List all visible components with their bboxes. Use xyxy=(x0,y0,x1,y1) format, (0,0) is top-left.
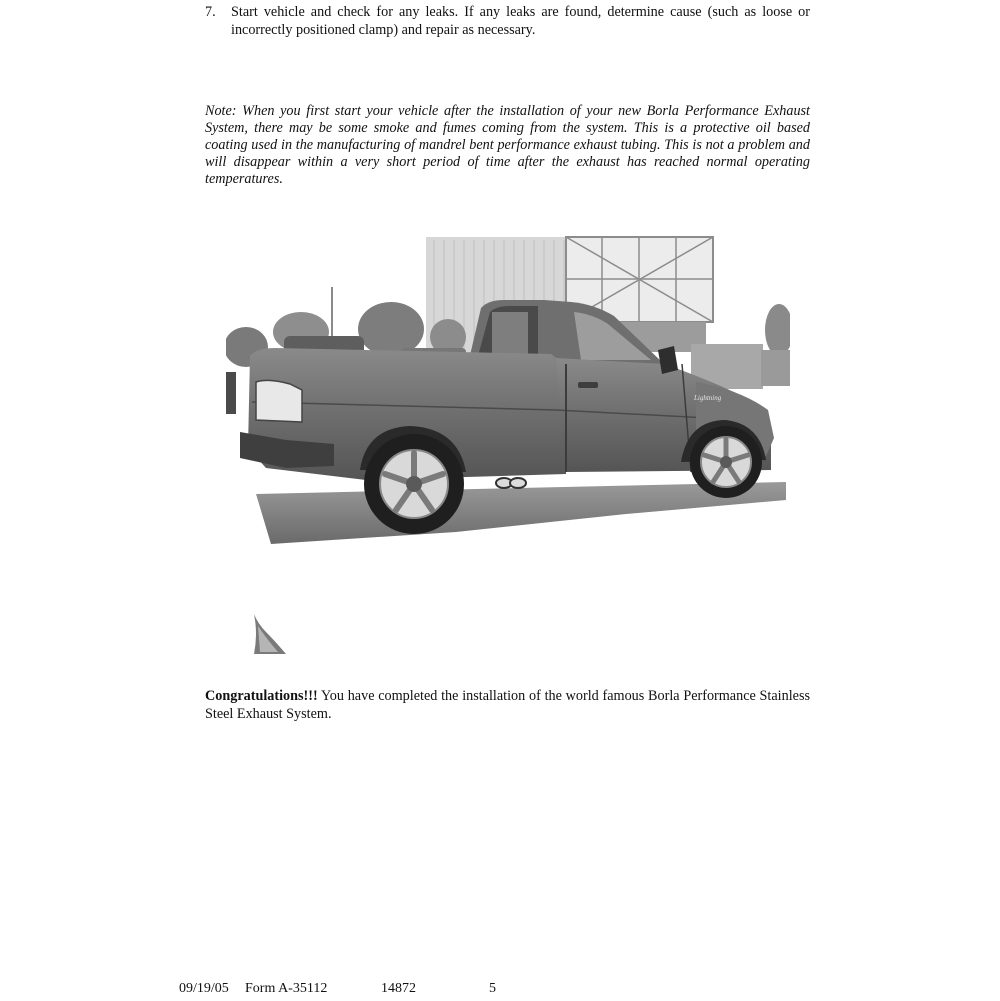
page-footer xyxy=(0,981,1000,1001)
fender-badge: Lightning xyxy=(694,394,722,402)
exhaust-tips xyxy=(496,478,526,488)
note-paragraph: Note: When you first start your vehicle after the installation of your new Borla Performance Exhaust System, there may be some smoke and fumes coming from the system. This is a protective oil based coating used in the manufacturing of mandrel bent performance exhaust tubing. This is not a problem and will disappear within a very short period of time after the exhaust has reached normal operating temperatures. xyxy=(205,103,810,187)
footer-date: 09/19/05 xyxy=(179,981,229,996)
front-wheel xyxy=(690,426,762,498)
footer-form: Form A-35112 xyxy=(245,981,328,996)
congrats-lead: Congratulations!!! xyxy=(205,688,318,704)
step-number: 7. xyxy=(205,4,216,20)
rear-wheel xyxy=(364,434,464,534)
congrats-text: You have completed the installation of the world famous Borla Performance Stainless Steel Exhaust System. xyxy=(205,688,810,722)
step-text: Start vehicle and check for any leaks. If any leaks are found, determine cause (such as loose or incorrectly positioned clamp) and repair as necessary. xyxy=(231,4,810,38)
page-number: 5 xyxy=(489,981,496,996)
congratulations-paragraph xyxy=(205,687,810,723)
truck-photo xyxy=(226,232,790,548)
instruction-step xyxy=(205,3,810,39)
photo-fragment xyxy=(248,612,290,656)
footer-number: 14872 xyxy=(381,981,416,996)
